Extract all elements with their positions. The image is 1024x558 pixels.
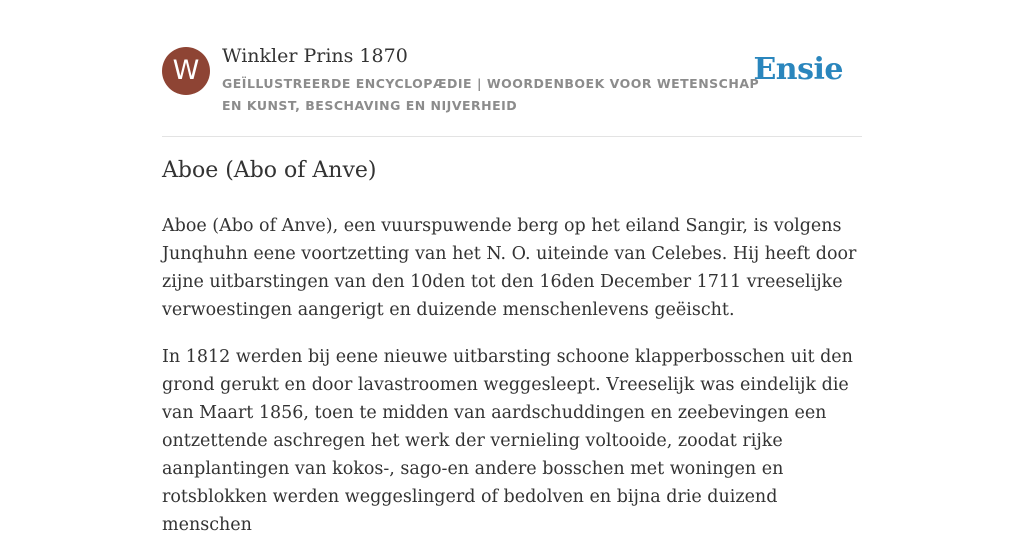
source-title[interactable]: Winkler Prins 1870	[222, 45, 408, 67]
source-subtitle: GEÏLLUSTREERDE ENCYCLOPÆDIE | WOORDENBOEK VOOR WETENSCHAP EN KUNST, BESCHAVING EN NIJVERHEID	[222, 76, 760, 113]
source-header	[162, 44, 862, 137]
article-paragraph: In 1812 werden bij eene nieuwe uitbarsting schoone klapperbosschen uit den grond gerukt en door lavastroomen weggesleept. Vreeselijk was eindelijk die van Maart 1856, toen te midden van aardschuddingen en zeebevingen een ontzettende aschregen het werk der vernieling voltooide, zoodat rijke aanplantingen van kokos-, sago-en andere bosschen met woningen en rotsblokken werden weggeslingerd of bedolven en bijna drie duizend menschen	[162, 347, 853, 535]
source-avatar[interactable]: W	[162, 47, 210, 95]
article-body	[162, 212, 862, 558]
article-paragraph: Aboe (Abo of Anve), een vuurspuwende berg op het eiland Sangir, is volgens Junqhuhn eene voortzetting van het N. O. uiteinde van Celebes. Hij heeft door zijne uitbarstingen van den 10den tot den 16den December 1711 vreeselijke verwoestingen aangerigt en duizende menschenlevens geëischt.	[162, 216, 857, 320]
article-title: Aboe (Abo of Anve)	[162, 158, 377, 183]
ensie-logo[interactable]: Ensie	[753, 52, 843, 87]
